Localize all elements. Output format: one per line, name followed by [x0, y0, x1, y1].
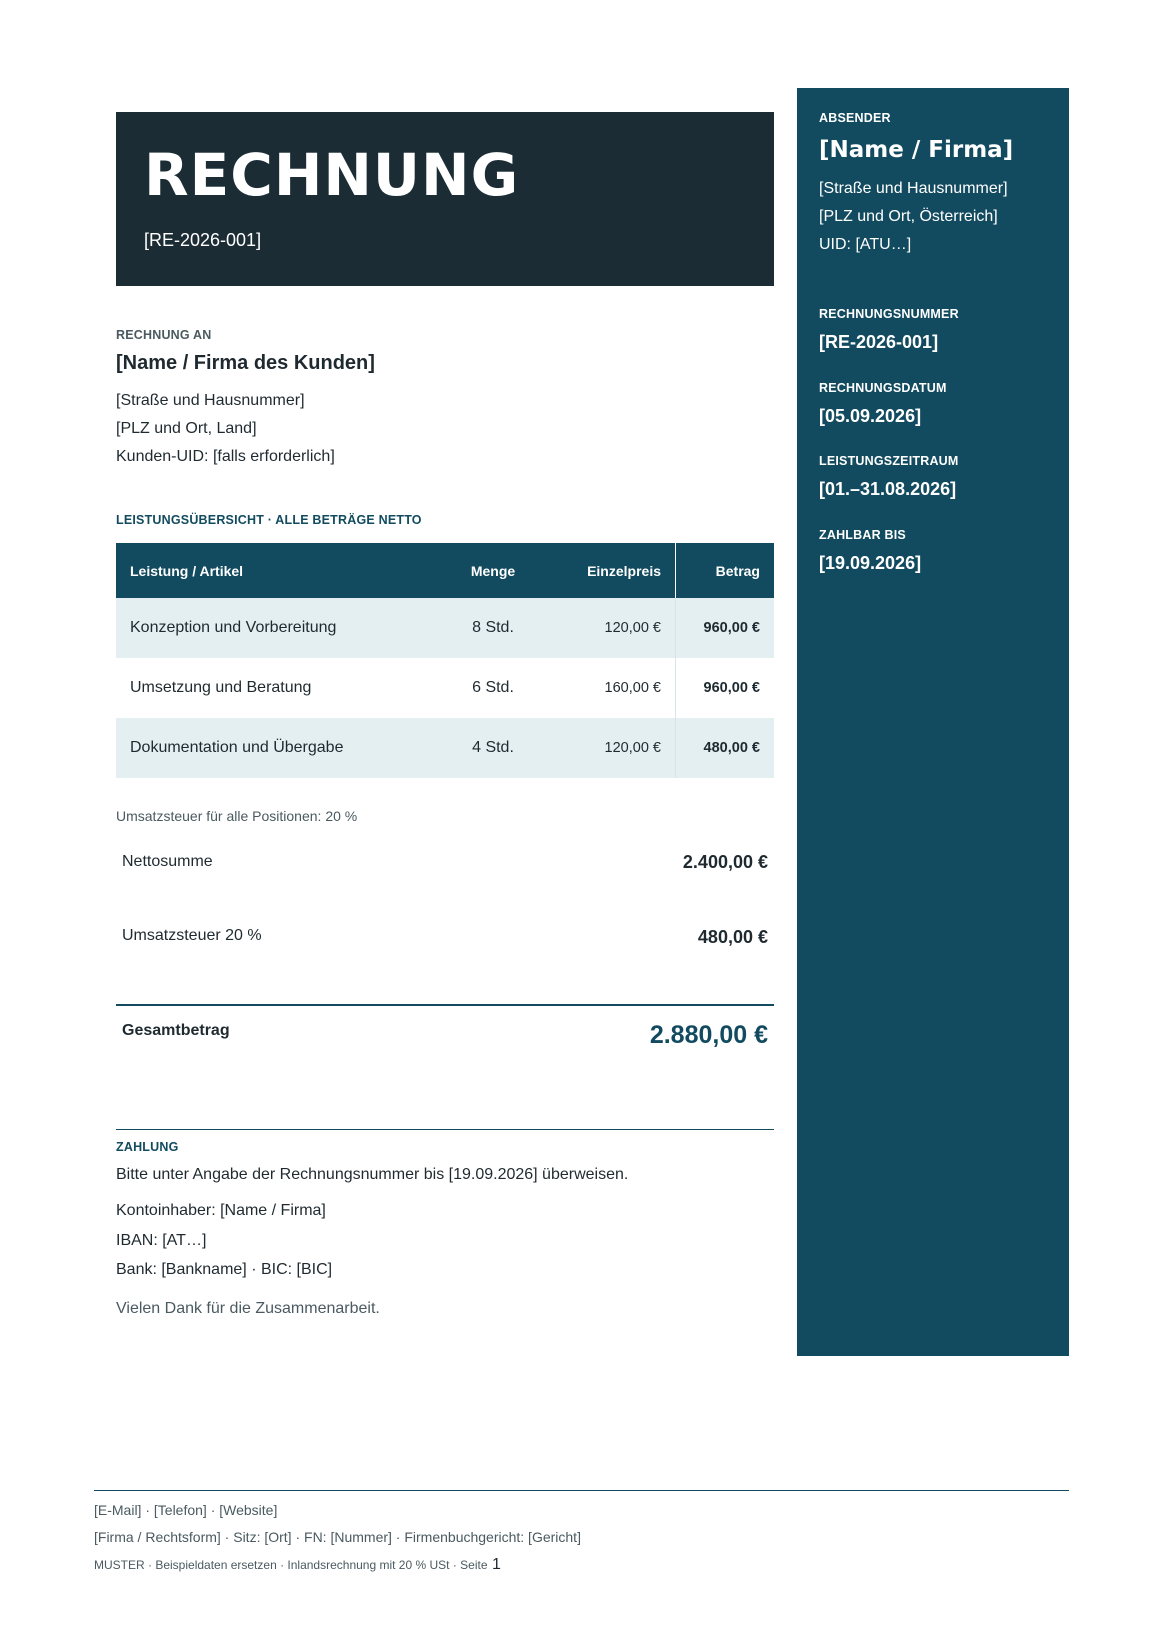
row-description: Konzeption und Vorbereitung	[116, 598, 444, 658]
grand-total-value: 2.880,00 €	[649, 1021, 768, 1049]
sender-name: [Name / Firma]	[819, 137, 1014, 163]
thank-you-note: Vielen Dank für die Zusammenarbeit.	[116, 1300, 380, 1317]
footer-divider	[94, 1490, 1069, 1491]
document-title: RECHNUNG	[144, 141, 520, 209]
service-period-label: LEISTUNGSZEITRAUM	[819, 454, 959, 468]
row-description: Umsetzung und Beratung	[130, 679, 312, 696]
invoice-date-label: RECHNUNGSDATUM	[819, 381, 947, 395]
sender-label: ABSENDER	[819, 111, 891, 125]
row-description: Dokumentation und Übergabe	[116, 718, 444, 778]
header-invoice-number: [RE-2026-001]	[144, 230, 262, 250]
grand-total-label: Gesamtbetrag	[122, 1022, 230, 1039]
footer-company: [Firma / Rechtsform] · Sitz: [Ort] · FN: [Nummer] · Firmenbuchgericht: [Gericht]	[94, 1529, 581, 1545]
footer-meta-line	[94, 1556, 501, 1574]
vat-note: Umsatzsteuer für alle Positionen: 20 %	[116, 808, 358, 824]
page-number: 1	[491, 1556, 501, 1573]
recipient-city: [PLZ und Ort, Land]	[116, 420, 257, 437]
net-total-value: 2.400,00 €	[682, 852, 768, 872]
payment-label: ZAHLUNG	[116, 1140, 179, 1154]
grand-total-divider	[116, 1004, 774, 1006]
invoice-date-value: [05.09.2026]	[819, 406, 922, 426]
table-row	[116, 658, 774, 718]
column-header-quantity: Menge	[444, 543, 542, 598]
sender-uid: UID: [ATU…]	[819, 236, 912, 253]
column-header-total: Betrag	[676, 543, 775, 598]
row-quantity: 8 Std.	[444, 598, 542, 658]
footer-contact: [E-Mail] · [Telefon] · [Website]	[94, 1502, 278, 1518]
row-quantity: 6 Std.	[472, 679, 514, 696]
invoice-header	[116, 112, 774, 286]
invoice-number-label: RECHNUNGSNUMMER	[819, 307, 959, 321]
bank-details: Bank: [Bankname] · BIC: [BIC]	[116, 1261, 333, 1278]
row-quantity: 4 Std.	[444, 718, 542, 778]
row-unit-price: 120,00 €	[542, 718, 676, 778]
table-row	[116, 718, 774, 778]
row-unit-price: 160,00 €	[604, 680, 661, 696]
table-header-row	[116, 543, 774, 598]
net-total-label: Nettosumme	[122, 853, 213, 870]
column-header-unit-price: Einzelpreis	[542, 543, 676, 598]
payment-instruction: Bitte unter Angabe der Rechnungsnummer bis [19.09.2026] überweisen.	[116, 1166, 629, 1183]
items-section-label: LEISTUNGSÜBERSICHT · ALLE BETRÄGE NETTO	[116, 513, 422, 527]
vat-total-label: Umsatzsteuer 20 %	[122, 927, 262, 944]
sender-city: [PLZ und Ort, Österreich]	[819, 208, 998, 225]
recipient-street: [Straße und Hausnummer]	[116, 392, 305, 409]
row-total: 960,00 €	[676, 658, 775, 718]
row-total: 960,00 €	[676, 598, 775, 658]
items-table	[116, 543, 774, 778]
due-date-label: ZAHLBAR BIS	[819, 528, 906, 542]
sender-sidebar	[797, 88, 1069, 1356]
table-row	[116, 598, 774, 658]
account-holder: Kontoinhaber: [Name / Firma]	[116, 1202, 326, 1219]
row-total: 480,00 €	[676, 718, 775, 778]
iban: IBAN: [AT…]	[116, 1232, 207, 1249]
column-header-description: Leistung / Artikel	[116, 543, 444, 598]
sender-street: [Straße und Hausnummer]	[819, 180, 1008, 197]
invoice-number-value: [RE-2026-001]	[819, 332, 939, 352]
payment-divider	[116, 1129, 774, 1130]
footer-meta: MUSTER · Beispieldaten ersetzen · Inlandsrechnung mit 20 % USt · Seite	[94, 1558, 488, 1572]
service-period-value: [01.–31.08.2026]	[819, 479, 957, 499]
vat-total-value: 480,00 €	[697, 927, 768, 947]
row-unit-price: 120,00 €	[542, 598, 676, 658]
due-date-value: [19.09.2026]	[819, 553, 922, 573]
recipient-uid: Kunden-UID: [falls erforderlich]	[116, 448, 335, 465]
recipient-label: RECHNUNG AN	[116, 328, 212, 342]
recipient-name: [Name / Firma des Kunden]	[116, 352, 375, 374]
